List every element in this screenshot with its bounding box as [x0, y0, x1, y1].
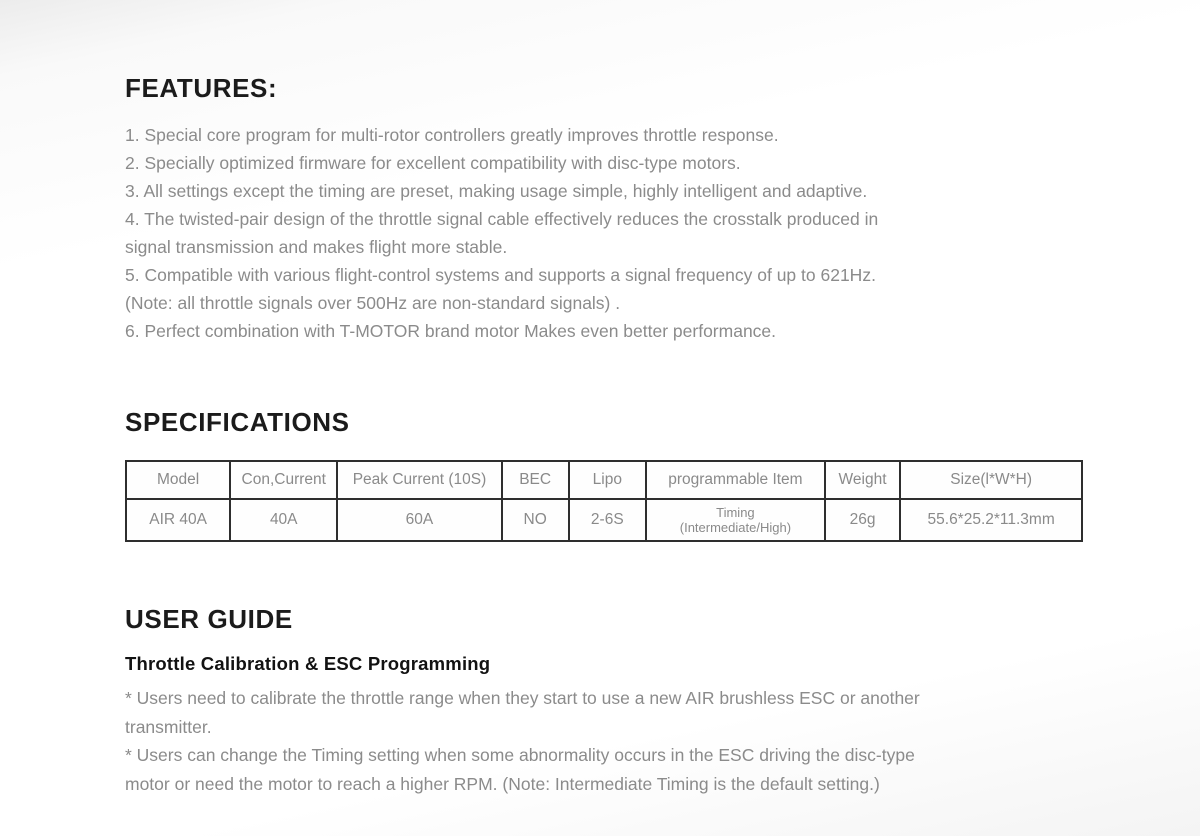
col-header-peak-current: Peak Current (10S) [337, 461, 501, 499]
cell-programmable-item: Timing (Intermediate/High) [646, 499, 825, 541]
user-guide-heading: USER GUIDE [125, 604, 293, 634]
features-section [125, 74, 1083, 345]
table-row [126, 499, 1082, 541]
specifications-section [125, 408, 1083, 542]
cell-model: AIR 40A [126, 499, 230, 541]
user-guide-section [125, 605, 1083, 798]
specifications-table [125, 460, 1083, 542]
cell-lipo: 2-6S [569, 499, 646, 541]
specifications-heading: SPECIFICATIONS [125, 407, 350, 437]
features-list [125, 121, 1083, 345]
user-guide-paragraph-2: * Users can change the Timing setting when some abnormality occurs in the ESC driving the disc-type motor or need the motor to reach a higher RPM. (Note: Intermediate Timing is the default setting.) [125, 745, 915, 794]
col-header-bec: BEC [502, 461, 569, 499]
cell-bec: NO [502, 499, 569, 541]
cell-size: 55.6*25.2*11.3mm [900, 499, 1082, 541]
feature-item-6: 6. Perfect combination with T-MOTOR brand motor Makes even better performance. [125, 321, 777, 341]
col-header-programmable-item: programmable Item [646, 461, 825, 499]
features-heading: FEATURES: [125, 73, 278, 103]
col-header-lipo: Lipo [569, 461, 646, 499]
table-header-row [126, 461, 1082, 499]
cell-con-current: 40A [230, 499, 337, 541]
user-guide-paragraph-1: * Users need to calibrate the throttle range when they start to use a new AIR brushless ESC or another transmitter. [125, 688, 920, 737]
feature-item-2: 2. Specially optimized firmware for excellent compatibility with disc-type motors. [125, 153, 741, 173]
cell-peak-current: 60A [337, 499, 501, 541]
col-header-model: Model [126, 461, 230, 499]
feature-item-1: 1. Special core program for multi-rotor controllers greatly improves throttle response. [125, 125, 779, 145]
feature-item-3: 3. All settings except the timing are preset, making usage simple, highly intelligent and adaptive. [125, 181, 868, 201]
feature-item-4: 4. The twisted-pair design of the throttle signal cable effectively reduces the crosstalk produced in signal transmission and makes flight more stable. [125, 209, 879, 257]
col-header-con-current: Con,Current [230, 461, 337, 499]
col-header-weight: Weight [825, 461, 901, 499]
col-header-size: Size(l*W*H) [900, 461, 1082, 499]
cell-weight: 26g [825, 499, 901, 541]
user-guide-subheading: Throttle Calibration & ESC Programming [125, 653, 491, 674]
feature-item-5: 5. Compatible with various flight-control systems and supports a signal frequency of up to 621Hz. (Note: all throttle signals over 500Hz are non-standard signals) . [125, 265, 876, 313]
